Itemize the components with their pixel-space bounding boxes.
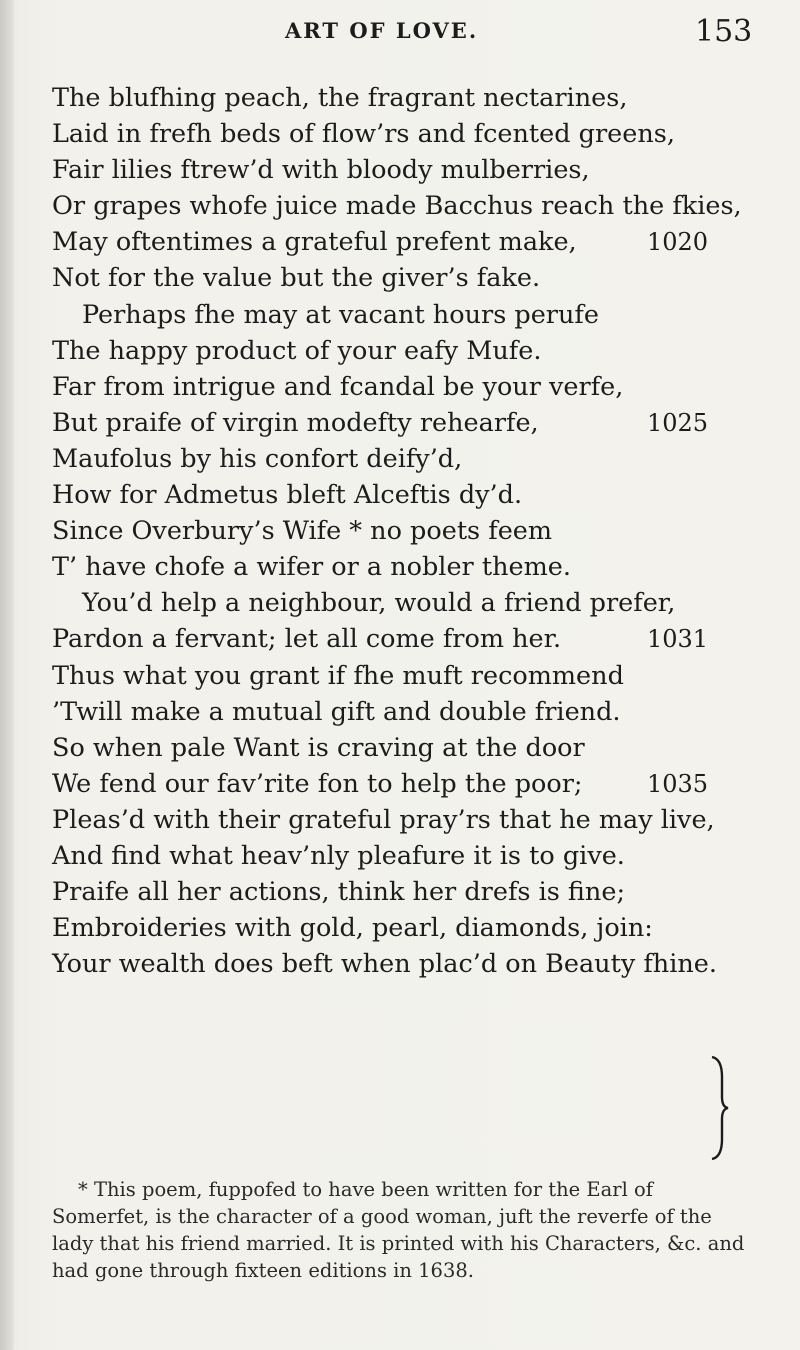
verse-line: [52, 838, 782, 874]
verse-text: How for Admetus bleft Alceftis dy’d.: [52, 480, 523, 511]
verse-line: [52, 297, 782, 333]
verse-text: Thus what you grant if fhe muft recommend: [52, 660, 624, 691]
verse-line: [52, 658, 782, 694]
footnote: [52, 1176, 752, 1284]
verse-text: The blufhing peach, the fragrant nectarines,: [52, 83, 628, 113]
verse-text: ’Twill make a mutual gift and double friend.: [52, 696, 621, 727]
verse-text: Laid in frefh beds of flow’rs and fcented greens,: [52, 119, 675, 150]
verse-text: We fend our fav’rite fon to help the poor;: [52, 768, 583, 799]
verse-text: The happy product of your eafy Mufe.: [52, 335, 542, 366]
verse-text: Not for the value but the giver’s fake.: [52, 263, 541, 294]
verse-line: [52, 946, 782, 982]
verse-line: [52, 549, 782, 585]
line-number: 1035: [647, 769, 709, 798]
verse-line: [52, 333, 782, 369]
verse-text: And find what heav’nly pleafure it is to give.: [52, 840, 625, 871]
verse-text: Or grapes whofe juice made Bacchus reach the fkies,: [52, 191, 742, 222]
line-number: 1031: [647, 625, 709, 654]
verse-line: [52, 441, 782, 477]
page-header: [0, 10, 800, 50]
verse-line: [52, 730, 782, 766]
verse-text: May oftentimes a grateful prefent make,: [52, 227, 577, 258]
verse-line: [52, 188, 782, 224]
verse-text: Praife all her actions, think her drefs is fine;: [52, 877, 626, 908]
verse-text: Maufolus by his confort deify’d,: [52, 443, 463, 474]
verse-line: [52, 874, 782, 910]
verse-line: [52, 405, 782, 441]
verse-line: [52, 116, 782, 152]
verse-line: [52, 369, 782, 405]
verse-line: [52, 152, 782, 188]
verse-text: Embroideries with gold, pearl, diamonds, join:: [52, 913, 653, 944]
page-number: 153: [695, 14, 753, 49]
verse-text: But praife of virgin modefty rehearfe,: [52, 407, 539, 438]
verse-line: [52, 766, 782, 802]
verse-line: [52, 224, 782, 260]
verse-line: [52, 694, 782, 730]
verse-text: Fair lilies ftrew’d with bloody mulberries,: [52, 155, 590, 186]
verse-text: T’ have chofe a wifer or a nobler theme.: [52, 552, 571, 583]
poem-body: [52, 80, 782, 982]
verse-text: Far from intrigue and fcandal be your verfe,: [52, 371, 624, 402]
verse-text: Perhaps fhe may at vacant hours perufe: [82, 299, 599, 330]
verse-line: [52, 80, 782, 116]
footnote-text: * This poem, fuppofed to have been written for the Earl of Somerfet, is the character of a good woman, juft the reverfe of the lady that his friend married. It is printed with his Characters, &c. and had gone through fixteen editions in 1638.: [52, 1178, 745, 1282]
line-number: 1025: [647, 408, 709, 437]
verse-text: Pleas’d with their grateful pray’rs that he may live,: [52, 804, 715, 835]
verse-line: [52, 513, 782, 549]
verse-text: You’d help a neighbour, would a friend prefer,: [82, 588, 676, 619]
verse-line: [52, 621, 782, 657]
verse-line: [52, 260, 782, 296]
verse-line: [52, 585, 782, 621]
verse-line: [52, 802, 782, 838]
running-head: ART OF LOVE.: [285, 18, 479, 43]
verse-line: [52, 477, 782, 513]
verse-line: [52, 910, 782, 946]
line-number: 1020: [647, 228, 709, 257]
verse-text: Your wealth does beft when plac’d on Beauty fhine.: [52, 949, 718, 980]
verse-text: Since Overbury’s Wife * no poets feem: [52, 516, 553, 547]
triplet-brace-icon: [708, 1053, 730, 1163]
page-gutter: [0, 0, 14, 1350]
verse-text: Pardon a fervant; let all come from her.: [52, 624, 562, 655]
verse-text: So when pale Want is craving at the door: [52, 732, 585, 763]
